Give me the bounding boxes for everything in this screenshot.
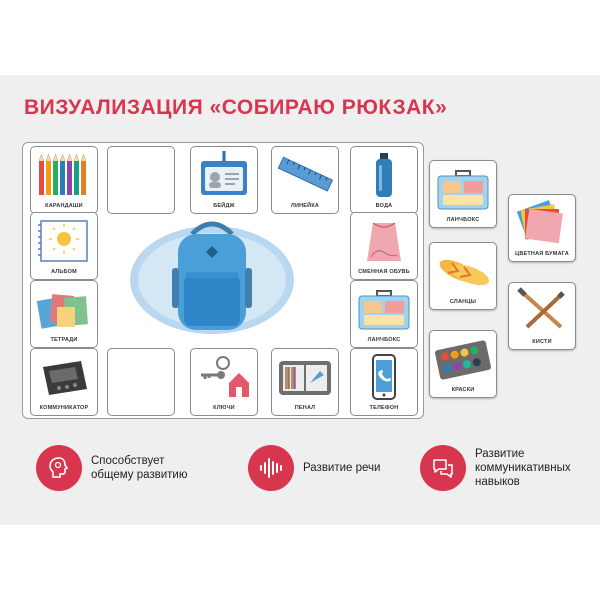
card-label: ЛАНЧБОКС (446, 217, 480, 223)
card-label: КЛЮЧИ (213, 405, 235, 411)
color-paper-icon (513, 199, 571, 247)
water-bottle-icon (355, 151, 413, 199)
card-empty-slot[interactable] (107, 348, 175, 416)
card-keys[interactable] (190, 348, 258, 416)
card-label: АЛЬБОМ (51, 269, 77, 275)
card-label: КИСТИ (532, 339, 552, 345)
feature-speech (248, 445, 398, 491)
chat-bubbles-icon (420, 445, 466, 491)
feature-text: Способствует общему развитию (91, 455, 188, 481)
album-icon (35, 217, 93, 265)
badge-icon (195, 151, 253, 199)
card-label: ПЕНАЛ (294, 405, 316, 411)
card-notebooks[interactable] (30, 280, 98, 348)
notebooks-icon (35, 285, 93, 333)
card-label: ЛАНЧБОКС (367, 337, 401, 343)
card-label: КОММУНИКАТОР (39, 405, 89, 411)
card-label: ВОДА (375, 203, 393, 209)
shoe-bag-icon (355, 217, 413, 265)
card-label: СМЕННАЯ ОБУВЬ (358, 269, 410, 275)
pencils-icon (35, 151, 93, 199)
card-label: КАРАНДАШИ (45, 203, 83, 209)
backpack-icon (172, 224, 252, 330)
ruler-icon (276, 151, 334, 199)
card-album[interactable] (30, 212, 98, 280)
lunchbox-icon (434, 165, 492, 213)
card-label: ТЕТРАДИ (50, 337, 78, 343)
page-title: ВИЗУАЛИЗАЦИЯ «СОБИРАЮ РЮКЗАК» (24, 96, 448, 119)
card-label: БЕЙДЖ (213, 203, 235, 209)
card-lunchbox[interactable] (350, 280, 418, 348)
card-label: КРАСКИ (451, 387, 475, 393)
loose-card-brushes[interactable] (508, 282, 576, 350)
sound-wave-icon (248, 445, 294, 491)
flip-flops-icon (434, 247, 492, 295)
card-empty-slot[interactable] (107, 146, 175, 214)
card-phone[interactable] (350, 348, 418, 416)
brain-icon (36, 445, 82, 491)
communicator-icon (35, 353, 93, 401)
card-communicator[interactable] (30, 348, 98, 416)
feature-text: Развитие коммуникативных навыков (475, 448, 571, 488)
card-pencils[interactable] (30, 146, 98, 214)
card-shoe-bag[interactable] (350, 212, 418, 280)
feature-communication (420, 445, 585, 491)
lunchbox-icon (355, 285, 413, 333)
brushes-icon (513, 287, 571, 335)
card-label: ЛИНЕЙКА (290, 203, 320, 209)
loose-card-lunchbox[interactable] (429, 160, 497, 228)
loose-card-color-paper[interactable] (508, 194, 576, 262)
paints-icon (434, 335, 492, 383)
card-label: СЛАНЦЫ (449, 299, 477, 305)
loose-card-flip-flops[interactable] (429, 242, 497, 310)
card-label: ЦВЕТНАЯ БУМАГА (515, 251, 569, 257)
card-badge[interactable] (190, 146, 258, 214)
phone-icon (355, 353, 413, 401)
card-water[interactable] (350, 146, 418, 214)
keys-icon (195, 353, 253, 401)
backpack-illustration (128, 216, 296, 344)
pencil-case-icon (276, 353, 334, 401)
feature-text: Развитие речи (303, 462, 381, 474)
card-pencil-case[interactable] (271, 348, 339, 416)
card-ruler[interactable] (271, 146, 339, 214)
loose-card-paints[interactable] (429, 330, 497, 398)
card-label: ТЕЛЕФОН (369, 405, 399, 411)
feature-development (36, 445, 209, 491)
